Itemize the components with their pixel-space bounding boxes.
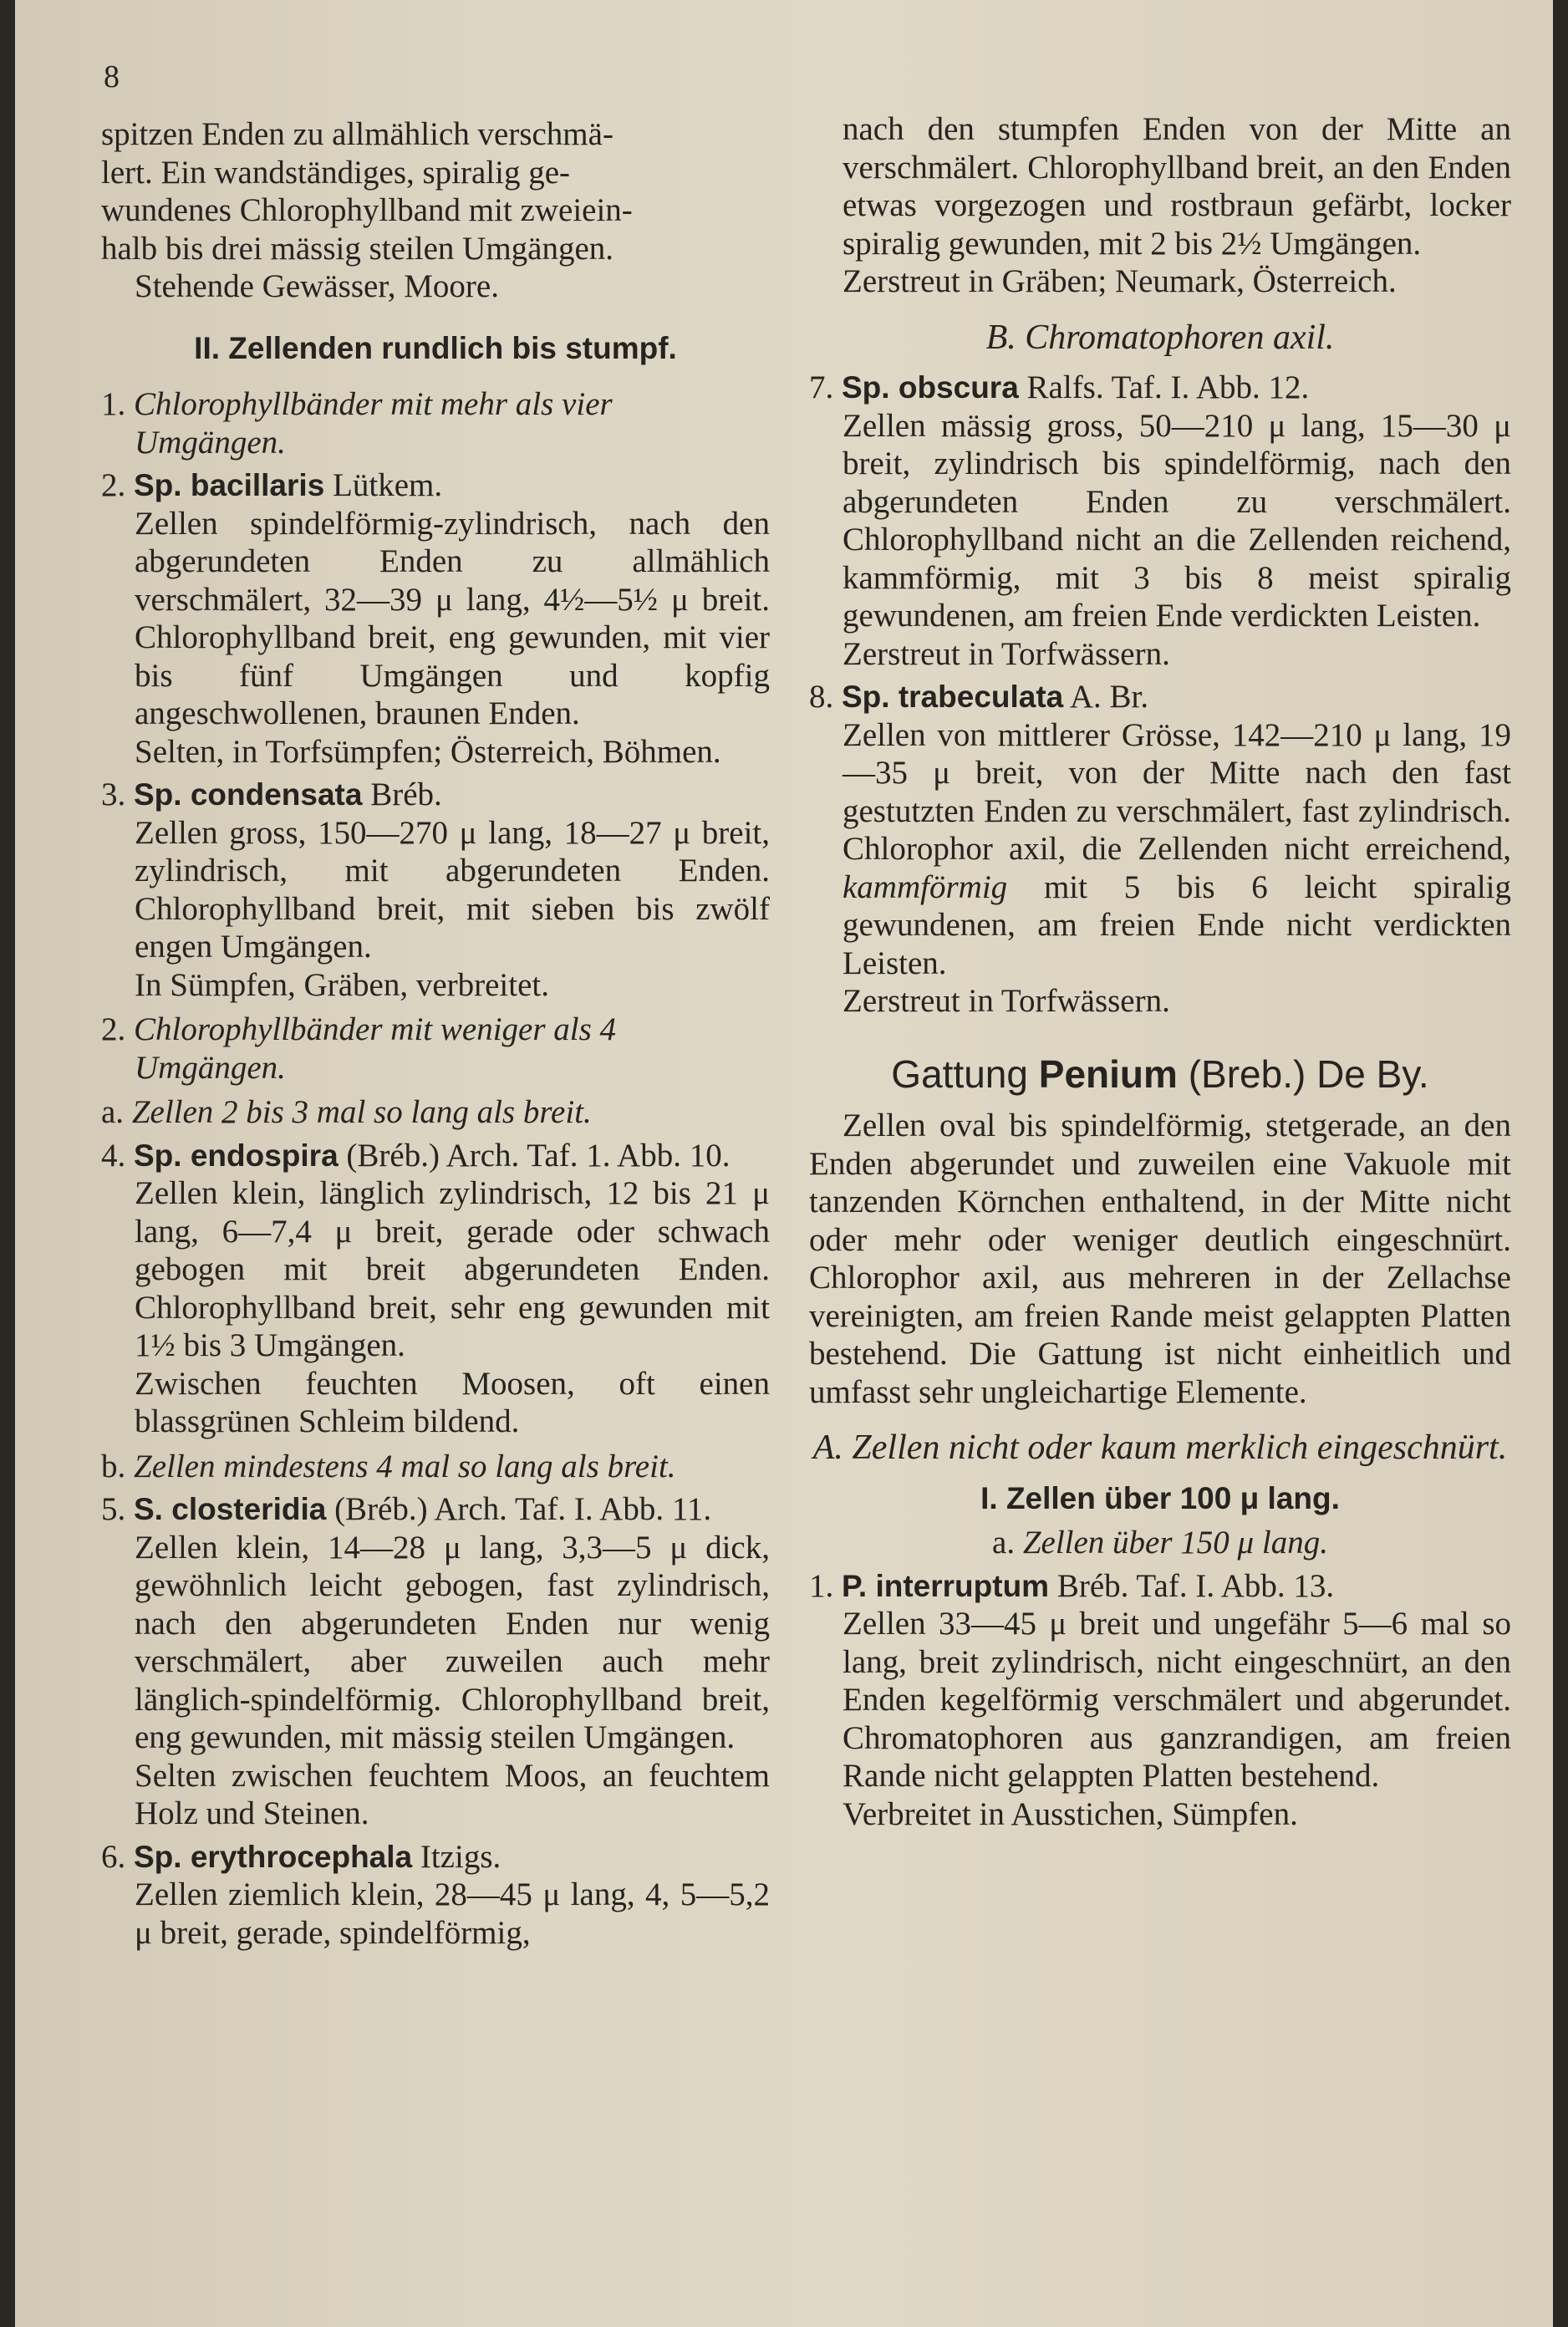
species-entry-2: 2. Sp. bacillaris Lütkem. (101, 467, 443, 503)
species-name: Sp. endospira (134, 1138, 339, 1173)
species-name: Sp. condensata (134, 777, 363, 812)
left-column (101, 115, 770, 1952)
species-description: Zellen gross, 150—270 μ lang, 18—27 μ breit, zylindrisch, mit abgerundeten Enden. Chlorophyllband breit, mit sieben bis zwölf engen Umgängen. (135, 814, 770, 965)
species-name: P. interruptum (842, 1568, 1050, 1603)
page-number: 8 (104, 59, 120, 94)
genus-description: Zellen oval bis spindelförmig, stetgerade, an den Enden abgerundet und zuweilen eine Vakuole mit tanzenden Körnchen enthaltend, in der Mitte nicht oder mehr oder weniger deutlich eingeschnürt. Chlorophor axil, aus mehreren in der Zellachse vereinigten, am freien Rande meist gelappten Platten bestehend. Die Gattung ist nicht einheitlich und umfasst sehr ungleichartige Elemente. (809, 1107, 1511, 1410)
species-description: Zellen spindelförmig-zylindrisch, nach den abgerundeten Enden zu allmählich verschmälert, 32—39 μ lang, 4½—5½ μ breit. Chlorophyllband breit, eng gewunden, mit vier bis fünf Umgängen und kopfig angeschwollenen, braunen Enden. (135, 505, 770, 731)
species-habitat: Zerstreut in Torfwässern. (843, 983, 1170, 1019)
intro-line: spitzen Enden zu allmählich verschmä- (101, 116, 613, 152)
continued-description: nach den stumpfen Enden von der Mitte an verschmälert. Chlorophyllband breit, an den Enden etwas vorgezogen und rostbraun gefärbt, locker spiralig gewunden, mit 2 bis 2½ Umgängen. (843, 111, 1511, 262)
intro-line: halb bis drei mässig steilen Umgängen. (101, 230, 614, 267)
species-entry-6: 6. Sp. erythrocephala Itzigs. (101, 1838, 501, 1875)
heading-A: A. Zellen nicht oder kaum merklich eingeschnürt. (812, 1428, 1508, 1467)
heading-I: I. Zellen über 100 μ lang. (980, 1480, 1340, 1515)
species-name: Sp. trabeculata (842, 680, 1064, 714)
species-description: Zellen mässig gross, 50—210 μ lang, 15—30 μ breit, zylindrisch bis spindelförmig, nach den abgerundeten Enden zu verschmälert. Chlorophyllband nicht an die Zellenden reichend, kammförmig, mit 3 bis 8 meist spiralig gewundenen, am freien Ende verdickten Leisten. (843, 407, 1511, 634)
species-name: Sp. bacillaris (134, 468, 325, 502)
key-a: a. Zellen 2 bis 3 mal so lang als breit. (101, 1094, 592, 1130)
species-name: Sp. obscura (842, 370, 1019, 405)
heading-B: B. Chromatophoren axil. (985, 318, 1335, 357)
species-description: Zellen von mittlerer Grösse, 142—210 μ lang, 19—35 μ breit, von der Mitte nach den fast gestutzten Enden zu verschmälert, fast zylindrisch. Chlorophor axil, die Zellenden nicht erreichend, kammförmig mit 5 bis 6 leicht spiralig gewundenen, am freien Ende nicht verdickten Leisten. (843, 716, 1511, 981)
genus-heading: Gattung Penium (Breb.) De By. (891, 1051, 1429, 1096)
continued-habitat: Zerstreut in Gräben; Neumark, Österreich. (843, 263, 1397, 299)
key-b: b. Zellen mindestens 4 mal so lang als breit. (101, 1448, 676, 1484)
species-description: Zellen klein, länglich zylindrisch, 12 bis 21 μ lang, 6—7,4 μ breit, gerade oder schwach gebogen mit breit abgerundeten Enden. Chlorophyllband breit, sehr eng gewunden mit 1½ bis 3 Umgängen. (135, 1175, 770, 1363)
species-description: Zellen ziemlich klein, 28—45 μ lang, 4, 5—5,2 μ breit, gerade, spindelförmig, (135, 1876, 770, 1951)
key-2: 2. Chlorophyllbänder mit weniger als 4 Umgängen. (101, 1011, 617, 1086)
heading-II: II. Zellenden rundlich bis stumpf. (194, 330, 677, 365)
intro-habitat: Stehende Gewässer, Moore. (135, 268, 499, 304)
species-habitat: Zerstreut in Torfwässern. (843, 635, 1170, 672)
species-entry-7: 7. Sp. obscura Ralfs. Taf. I. Abb. 12. (809, 369, 1310, 405)
species-description: Zellen 33—45 μ breit und ungefähr 5—6 mal so lang, breit zylindrisch, nicht eingeschnürt, an den Enden kegelförmig verschmälert und abgerundet. Chromatophoren aus ganzrandigen, am freien Rande nicht gelappten Platten bestehend. (843, 1606, 1511, 1794)
key-1: 1. Chlorophyllbänder mit mehr als vier Umgängen. (101, 386, 613, 461)
species-entry-8: 8. Sp. trabeculata A. Br. (809, 679, 1149, 715)
species-habitat: Verbreitet in Ausstichen, Sümpfen. (843, 1795, 1298, 1832)
species-name: S. closteridia (134, 1492, 327, 1526)
key-a: a. Zellen über 150 μ lang. (992, 1525, 1328, 1561)
species-description: Zellen klein, 14—28 μ lang, 3,3—5 μ dick, gewöhnlich leicht gebogen, fast zylindrisch, nach den abgerundeten Enden nur wenig verschmälert, aber zuweilen auch mehr länglich-spindelförmig. Chlorophyllband breit, eng gewunden, mit mässig steilen Umgängen. (135, 1529, 770, 1755)
intro-line: wundenes Chlorophyllband mit zweiein- (101, 192, 633, 228)
species-habitat: Selten, in Torfsümpfen; Österreich, Böhmen. (135, 733, 721, 770)
species-entry-5: 5. S. closteridia (Bréb.) Arch. Taf. I. Abb. 11. (101, 1491, 712, 1527)
species-entry-4: 4. Sp. endospira (Bréb.) Arch. Taf. 1. Abb. 10. (101, 1137, 731, 1174)
species-habitat: Selten zwischen feuchtem Moos, an feuchtem Holz und Steinen. (135, 1757, 770, 1831)
species-entry-3: 3. Sp. condensata Bréb. (101, 777, 442, 812)
species-name: Sp. erythrocephala (134, 1839, 413, 1874)
species-habitat: In Sümpfen, Gräben, verbreitet. (135, 966, 549, 1003)
right-column (809, 110, 1511, 1833)
species-entry-1: 1. P. interruptum Bréb. Taf. I. Abb. 13. (809, 1567, 1335, 1604)
species-habitat: Zwischen feuchten Moosen, oft einen blassgrünen Schleim bildend. (135, 1365, 770, 1439)
book-page (15, 0, 1553, 2327)
intro-line: lert. Ein wandständiges, spiralig ge- (101, 154, 571, 191)
